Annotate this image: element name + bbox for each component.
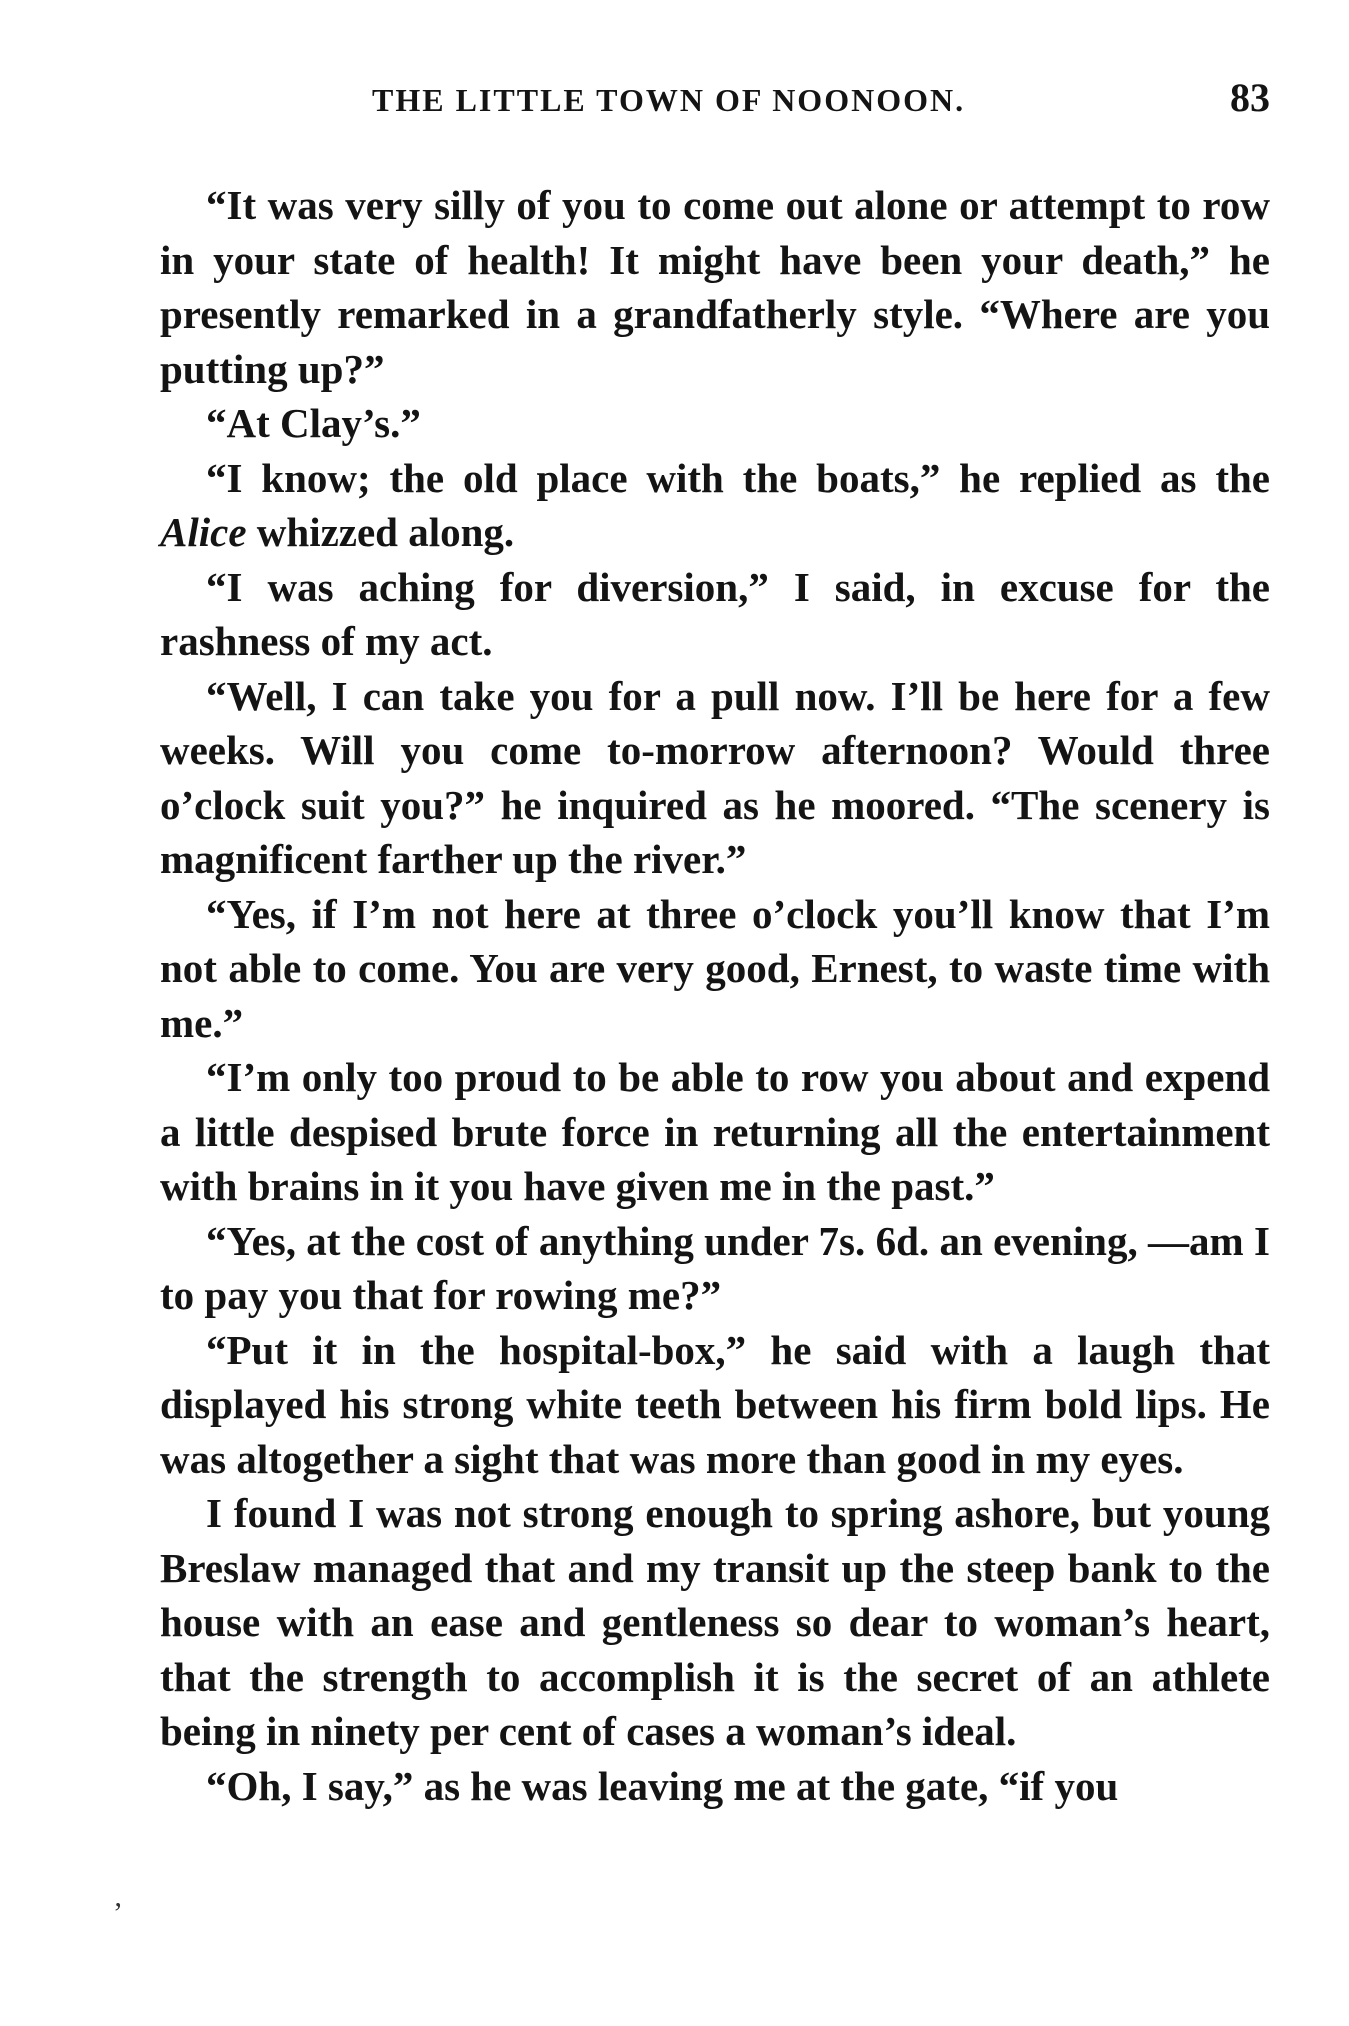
paragraph: “I’m only too proud to be able to row you about and expend a little despised brute force in returning all the entertainment with brains in it you have given me in the past.” — [160, 1054, 1270, 1209]
boat-name: Alice — [160, 509, 247, 555]
margin-mark: ‚ — [113, 1880, 123, 1913]
paragraph: “Well, I can take you for a pull now. I’ll be here for a few weeks. Will you come to-morrow afternoon? Would three o’clock suit you?” he inquired as he moored. “The scenery is magnificent farther up the river.” — [160, 672, 1270, 882]
page-number: 83 — [1230, 75, 1270, 120]
paragraph: “Oh, I say,” as he was leaving me at the gate, “if you — [206, 1762, 1119, 1809]
paragraph: “Put it in the hospital-box,” he said with a laugh that displayed his strong white teeth between his firm bold lips. He was altogether a sight that was more than good in my eyes. — [160, 1326, 1270, 1482]
paragraph: I found I was not strong enough to spring ashore, but young Breslaw managed that and my transit up the steep bank to the house with an ease and gentleness so dear to woman’s heart, that the strength to accomplish it is the secret of an athlete being in ninety per cent of cases a woman’s ideal. — [160, 1490, 1270, 1754]
paragraph: “Yes, at the cost of anything under 7s. 6d. an evening, —am I to pay you that for rowing me?” — [160, 1217, 1270, 1318]
paragraph: “It was very silly of you to come out alone or attempt to row in your state of health! It might have been your death,” he presently remarked in a grandfatherly style. “Where are you putting up?” — [160, 182, 1270, 392]
paragraph: “At Clay’s.” — [206, 400, 421, 446]
paragraph: “Yes, if I’m not here at three o’clock you’ll know that I’m not able to come. You are very good, Ernest, to waste time with me.” — [160, 890, 1270, 1046]
paragraph: “I know; the old place with the boats,” he replied as the Alice whizzed along. — [160, 454, 1270, 555]
running-head: THE LITTLE TOWN OF NOONOON. — [372, 82, 966, 118]
paragraph: “I was aching for diversion,” I said, in excuse for the rashness of my act. — [160, 563, 1270, 664]
body-text — [160, 178, 1270, 1813]
page-header — [160, 72, 1270, 132]
